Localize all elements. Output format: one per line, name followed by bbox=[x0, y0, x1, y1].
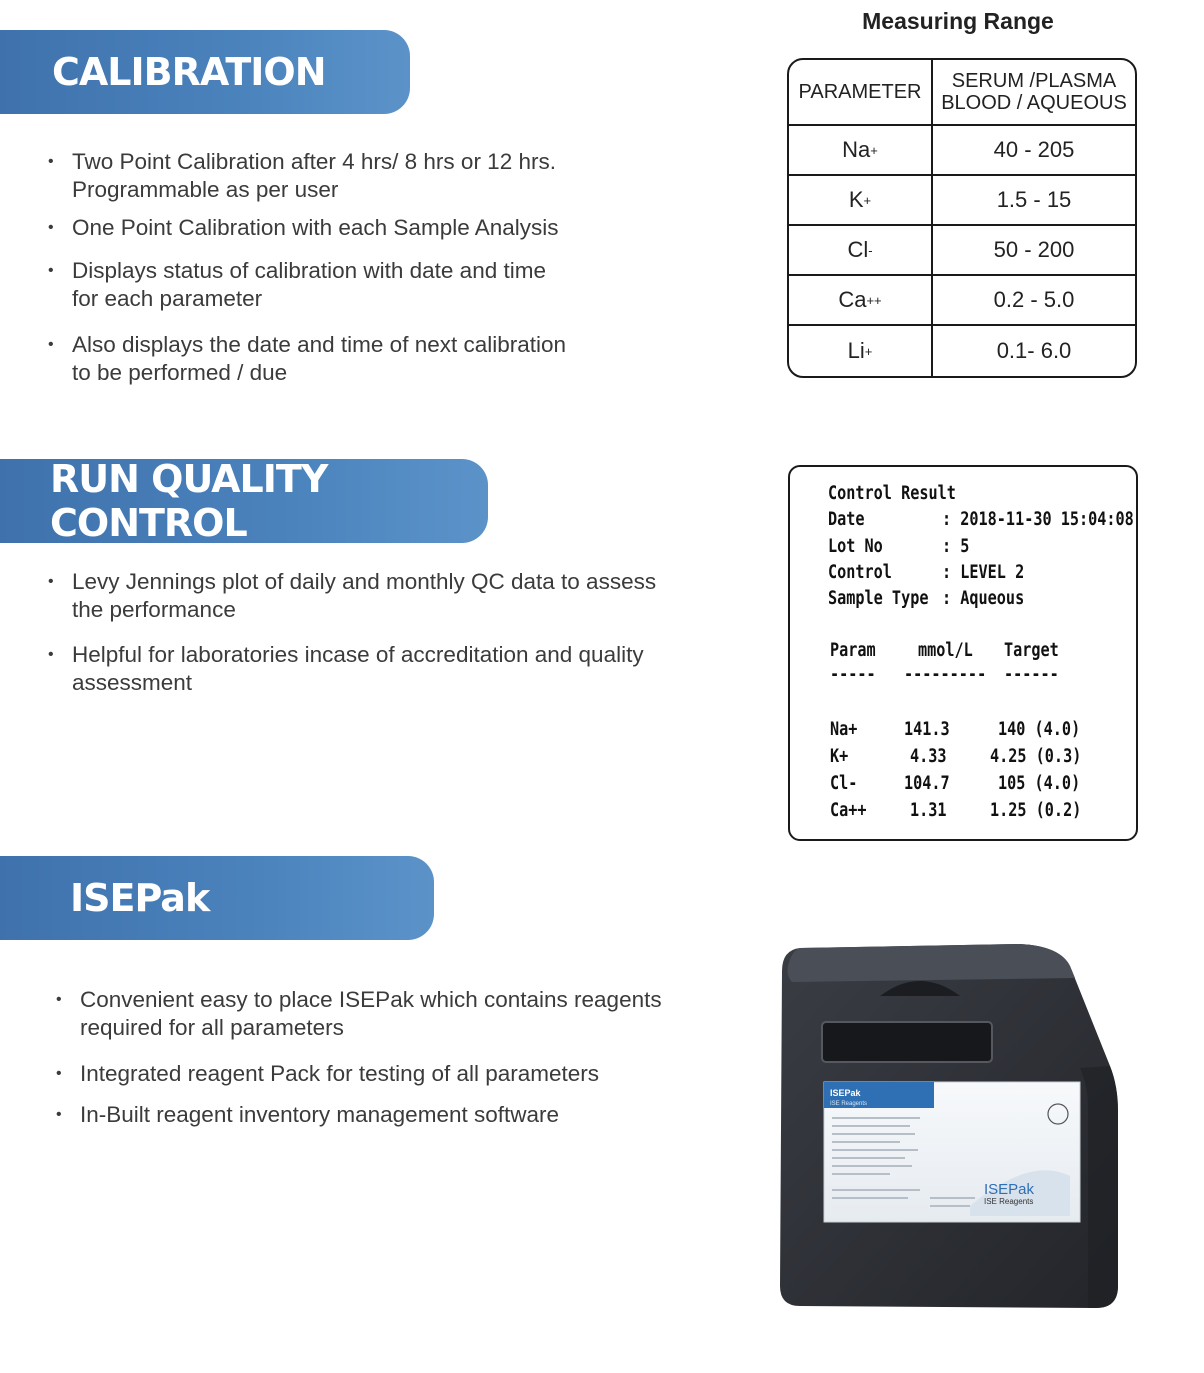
isepak-device-image bbox=[770, 936, 1140, 1316]
table-row: Na + 40 - 205 bbox=[789, 126, 1135, 176]
calibration-banner bbox=[0, 30, 410, 114]
list-item: • Displays status of calibration with date and time for each parameter bbox=[48, 257, 608, 313]
list-item: • Also displays the date and time of next calibration to be performed / due bbox=[48, 331, 608, 387]
printout-heading: Control Result bbox=[828, 483, 956, 504]
device-label bbox=[824, 1082, 1080, 1222]
isepak-banner bbox=[0, 856, 434, 940]
measuring-range-title: Measuring Range bbox=[862, 8, 1054, 34]
device-top-edge bbox=[788, 944, 1076, 982]
table-header bbox=[789, 60, 1135, 126]
list-item: • One Point Calibration with each Sample Analysis bbox=[48, 214, 608, 242]
list-item: • Convenient easy to place ISEPak which contains reagents required for all parameters bbox=[56, 986, 696, 1042]
svg-text:ISE Reagents: ISE Reagents bbox=[984, 1197, 1034, 1206]
table-row: Ca ++ 0.2 - 5.0 bbox=[789, 276, 1135, 326]
isepak-list bbox=[56, 986, 696, 1146]
isepak-title: ISEPak bbox=[70, 876, 210, 920]
svg-text:ISE Reagents: ISE Reagents bbox=[830, 1101, 868, 1107]
list-item: • Two Point Calibration after 4 hrs/ 8 hrs or 12 hrs. Programmable as per user bbox=[48, 148, 608, 204]
calibration-list bbox=[48, 148, 608, 404]
header-parameter: PARAMETER bbox=[789, 60, 933, 124]
col-target: Target bbox=[1004, 640, 1059, 661]
list-item: • Helpful for laboratories incase of accreditation and quality assessment bbox=[48, 641, 698, 697]
handle-slot bbox=[822, 1022, 992, 1062]
control-result-printout: Control Result Date : 2018-11-30 15:04:08 Lot No : 5 Control : LEVEL 2 Sample Type : Aqueous Param mmol/L Target ----- --------- ------ Na+ 141.3 140 (4.0) K+ 4.33 4.25 (0.3) Cl- 104.7 105 (4.0) Ca++ 1.31 1.25 (0.2) bbox=[788, 465, 1138, 841]
col-value: mmol/L bbox=[918, 640, 973, 661]
table-row: K + 1.5 - 15 bbox=[789, 176, 1135, 226]
measuring-range-table bbox=[787, 58, 1137, 378]
list-item: • Levy Jennings plot of daily and monthly QC data to assess the performance bbox=[48, 568, 698, 624]
calibration-title: CALIBRATION bbox=[52, 50, 326, 94]
quality-control-banner bbox=[0, 459, 488, 543]
list-item: • Integrated reagent Pack for testing of all parameters bbox=[56, 1060, 696, 1088]
table-row: Cl - 50 - 200 bbox=[789, 226, 1135, 276]
svg-text:ISEPak: ISEPak bbox=[984, 1181, 1035, 1198]
header-range: SERUM /PLASMA BLOOD / AQUEOUS bbox=[941, 70, 1127, 114]
table-row: Li + 0.1- 6.0 bbox=[789, 326, 1135, 376]
col-param: Param bbox=[830, 640, 876, 661]
svg-text:ISEPak: ISEPak bbox=[830, 1088, 861, 1098]
quality-control-title: RUN QUALITY CONTROL bbox=[50, 457, 328, 545]
quality-control-list bbox=[48, 568, 698, 714]
list-item: • In-Built reagent inventory management software bbox=[56, 1101, 696, 1129]
